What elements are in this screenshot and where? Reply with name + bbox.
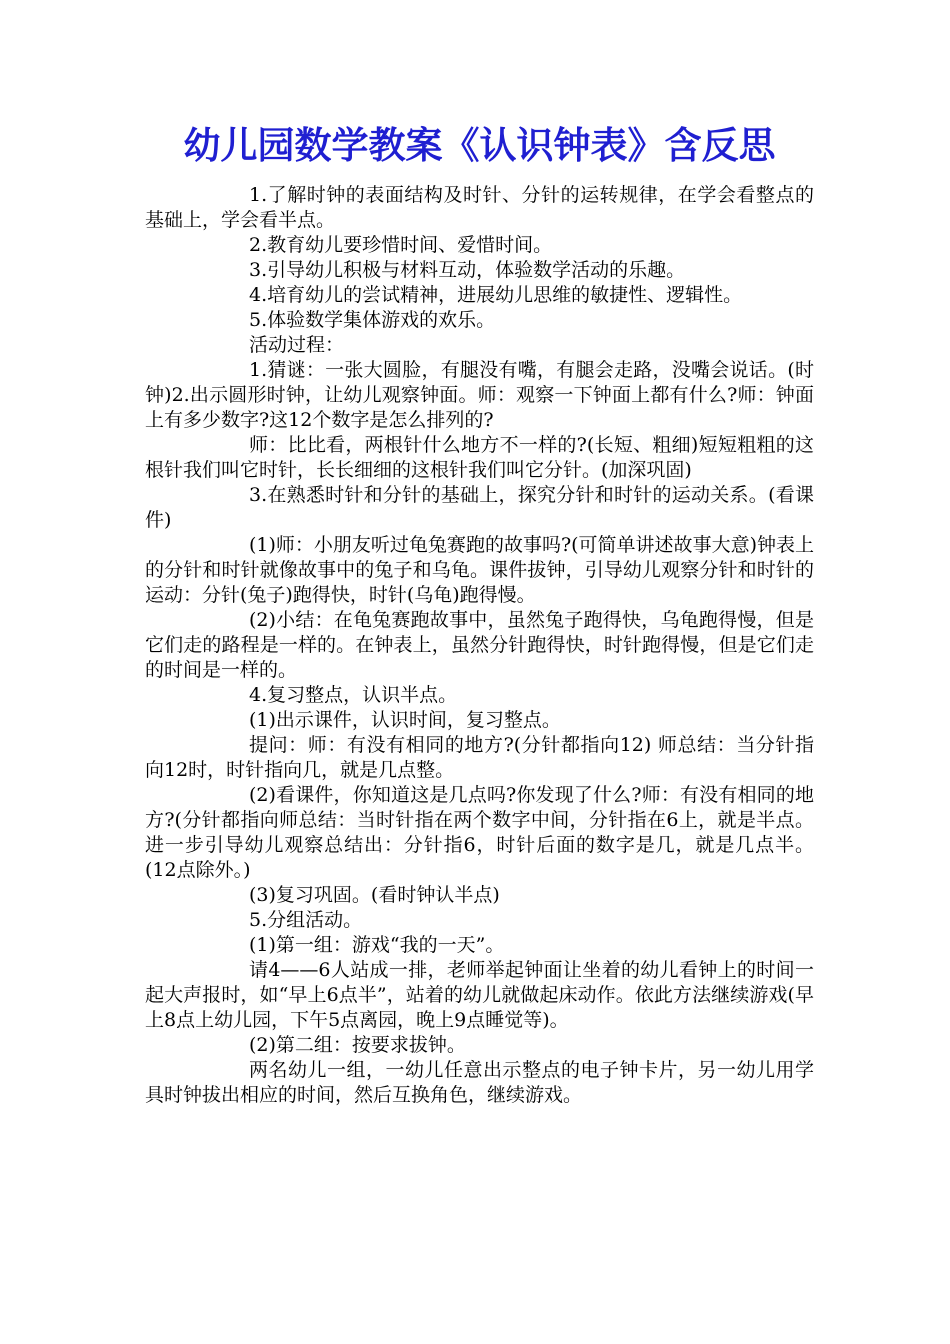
section-heading: 活动过程： [249, 334, 345, 356]
paragraph: 4.复习整点，认识半点。 [249, 684, 458, 706]
paragraph: (2)小结：在龟兔赛跑故事中，虽然兔子跑得快，乌龟跑得慢，但是它们走的路程是一样的。在钟表上，虽然分针跑得快，时针跑得慢，但是它们走的时间是一样的。 [145, 609, 814, 681]
paragraph: 3.引导幼儿积极与材料互动，体验数学活动的乐趣。 [249, 259, 686, 281]
paragraph: 5.分组活动。 [249, 909, 363, 931]
paragraph: 提问：师：有没有相同的地方?(分针都指向12) 师总结：当分针指向12时，时针指向几，就是几点整。 [145, 734, 814, 781]
paragraph: 请4——6人站成一排，老师举起钟面让坐着的幼儿看钟上的时间一起大声报时，如“早上6点半”，站着的幼儿就做起床动作。依此方法继续游戏(早上8点上幼儿园，下午5点离园，晚上9点睡觉等)。 [145, 959, 814, 1031]
paragraph: 3.在熟悉时针和分针的基础上，探究分针和时针的运动关系。(看课件) [145, 484, 814, 531]
document-title: 幼儿园数学教案《认识钟表》含反思 [183, 124, 776, 167]
paragraph: (3)复习巩固。(看时钟认半点) [249, 884, 500, 906]
paragraph: (2)第二组：按要求拔钟。 [249, 1034, 466, 1056]
paragraph: 1.猜谜：一张大圆脸，有腿没有嘴，有腿会走路，没嘴会说话。(时钟)2.出示圆形时钟，让幼儿观察钟面。师：观察一下钟面上都有什么?师：钟面上有多少数字?这12个数字是怎么排列的? [145, 359, 814, 431]
paragraph: 2.教育幼儿要珍惜时间、爱惜时间。 [249, 234, 553, 256]
paragraph: 5.体验数学集体游戏的欢乐。 [249, 309, 496, 331]
paragraph: (1)第一组：游戏“我的一天”。 [249, 934, 505, 956]
paragraph: 两名幼儿一组，一幼儿任意出示整点的电子钟卡片，另一幼儿用学具时钟拔出相应的时间，然后互换角色，继续游戏。 [145, 1059, 814, 1106]
paragraph: 师：比比看，两根针什么地方不一样的?(长短、粗细)短短粗粗的这根针我们叫它时针，长长细细的这根针我们叫它分针。(加深巩固) [145, 434, 814, 481]
document-body [145, 183, 814, 1108]
paragraph: (2)看课件，你知道这是几点吗?你发现了什么?师：有没有相同的地方?(分针都指向师总结：当时针指在两个数字中间，分针指在6上，就是半点。进一步引导幼儿观察总结出：分针指6，时针后面的数字是几，就是几点半。(12点除外。) [145, 784, 814, 881]
paragraph: 4.培育幼儿的尝试精神，进展幼儿思维的敏捷性、逻辑性。 [249, 284, 743, 306]
paragraph: (1)师：小朋友听过龟兔赛跑的故事吗?(可简单讲述故事大意)钟表上的分针和时针就像故事中的兔子和乌龟。课件拔钟，引导幼儿观察分针和时针的运动：分针(兔子)跑得快，时针(乌龟)跑得慢。 [145, 534, 814, 606]
paragraph: (1)出示课件，认识时间，复习整点。 [249, 709, 561, 731]
paragraph: 1.了解时钟的表面结构及时针、分针的运转规律，在学会看整点的基础上，学会看半点。 [145, 184, 814, 231]
